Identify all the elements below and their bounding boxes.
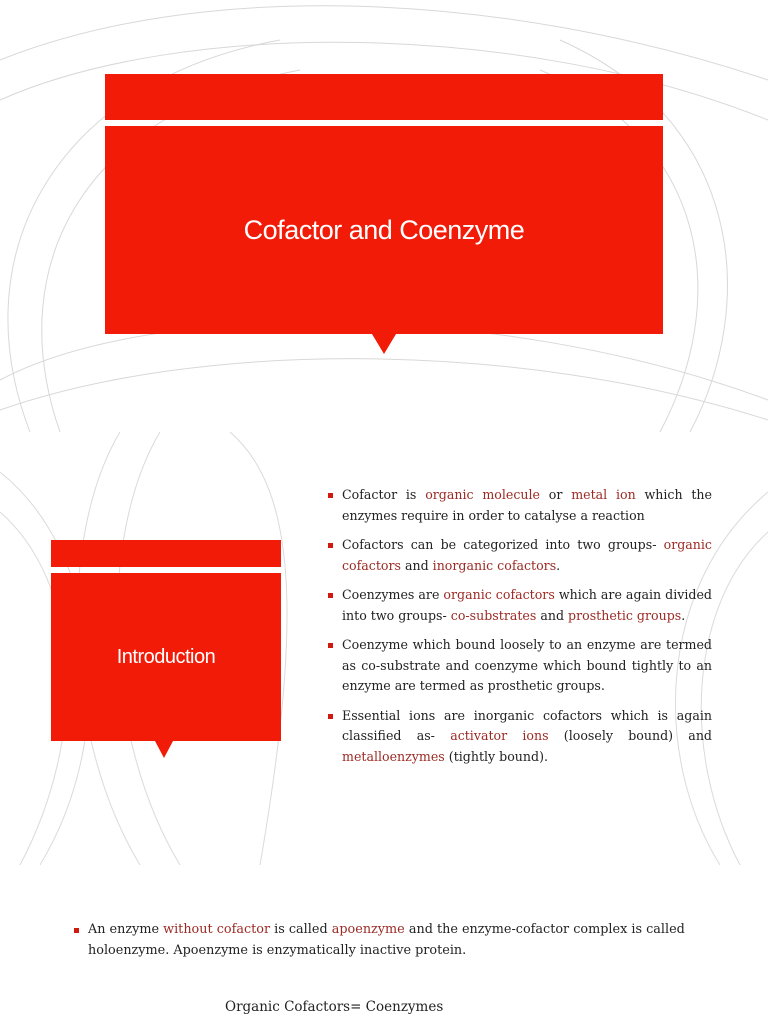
highlighted-term: organic cofactors	[342, 537, 712, 573]
section-title-box	[51, 573, 281, 741]
text-segment: Cofactors can be categorized into two groups-	[342, 537, 664, 552]
bullet-item	[328, 585, 712, 626]
text-segment: An enzyme	[88, 922, 164, 937]
highlighted-term: metalloenzymes	[342, 748, 445, 764]
bullet-item	[328, 635, 712, 697]
title-box	[105, 126, 663, 334]
highlighted-term: inorganic cofactors	[432, 557, 557, 573]
text-segment: and the enzyme-cofactor complex is called holoenzyme. Apoenzyme is enzymatically inactive protein.	[88, 922, 685, 958]
section-pointer	[155, 741, 173, 758]
text-segment: is called	[270, 922, 332, 937]
text-segment: (tightly bound).	[444, 748, 549, 764]
text-segment: which the enzymes require in order to catalyse a reaction	[342, 487, 712, 523]
intro-bullet-list	[328, 485, 712, 776]
title-pointer	[372, 334, 396, 354]
text-segment: .	[681, 607, 686, 623]
text-segment: or	[540, 487, 572, 502]
highlighted-term: metal ion	[571, 487, 636, 502]
bullet-item	[328, 535, 712, 576]
text-segment: .	[556, 557, 561, 573]
highlighted-term: co-substrates	[450, 607, 537, 623]
slide-introduction	[0, 432, 768, 865]
highlighted-term: apoenzyme	[331, 922, 405, 937]
slide-title	[0, 0, 768, 432]
highlighted-term: organic cofactors	[443, 587, 555, 602]
organic-cofactors-subtitle: Organic Cofactors= Coenzymes	[225, 999, 444, 1015]
text-segment: and	[400, 557, 433, 573]
highlighted-term: prosthetic groups	[568, 607, 682, 623]
highlighted-term: organic molecule	[425, 487, 540, 502]
highlighted-term: activator ions	[450, 728, 549, 743]
section-title-text: Introduction	[116, 645, 216, 668]
title-bar-top	[105, 74, 663, 120]
text-segment: Cofactor is	[342, 487, 426, 502]
text-segment: and	[536, 607, 569, 623]
text-segment: Coenzymes are	[342, 587, 444, 602]
highlighted-term: without cofactor	[163, 922, 271, 937]
definition-bullet-list	[74, 920, 714, 970]
bullet-item	[328, 706, 712, 768]
slide-definitions	[0, 865, 768, 1024]
bullet-item	[328, 485, 712, 526]
text-segment: Essential ions are inorganic cofactors which is again classified as-	[342, 707, 712, 743]
bullet-item	[74, 920, 714, 961]
text-segment: which are again divided into two groups-	[342, 587, 712, 623]
text-segment: (loosely bound) and	[548, 728, 712, 743]
slide-title-text: Cofactor and Coenzyme	[243, 214, 525, 245]
section-bar-top	[51, 540, 281, 567]
text-segment: Coenzyme which bound loosely to an enzyme are termed as co-substrate and coenzyme which bound tightly to an enzyme are termed as prosthetic groups.	[342, 637, 712, 693]
